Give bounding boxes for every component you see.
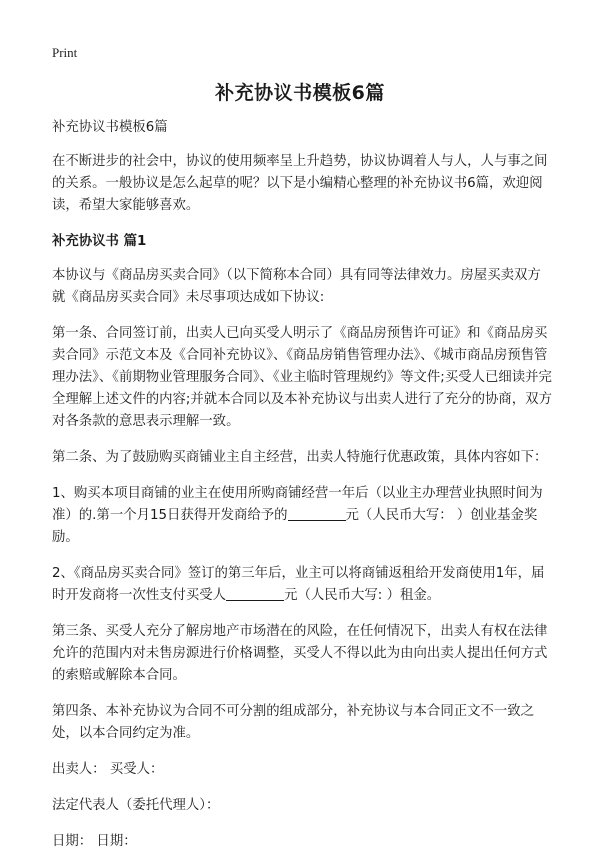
document-title: 补充协议书模板6篇 [215, 82, 385, 104]
clause-1-text-a: 1、购买本项目商铺的业主在使用所购商铺经营一年后（以业主办理营业执照时间为准）的.第一个月15日获得开发商给予的 [52, 486, 543, 523]
paragraph-clause-1 [52, 483, 552, 549]
intro-paragraph: 在不断进步的社会中，协议的使用频率呈上升趋势，协议协调着人与人，人与事之间的关系。一般协议是怎么起草的呢？以下是小编精心整理的补充协议书6篇，欢迎阅读，希望大家能够喜欢。 [52, 154, 548, 213]
signature-date: 日期： 日期： [52, 834, 137, 849]
paragraph-preamble: 本协议与《商品房买卖合同》（以下简称本合同）具有同等法律效力。房屋买卖双方就《商品房买卖合同》未尽事项达成如下协议: [52, 268, 541, 305]
document-body [52, 117, 552, 867]
paragraph-clause-2 [52, 563, 552, 607]
signature-representative: 法定代表人（委托代理人）： [52, 798, 220, 813]
clause-1-text-b: 元（人民币大写： ）创业基金奖励。 [52, 508, 538, 545]
paragraph-article-2: 第二条、为了鼓励购买商铺业主自主经营，出卖人特施行优惠政策，具体内容如下： [52, 450, 548, 465]
paragraph-article-1: 第一条、合同签订前，出卖人已向买受人明示了《商品房预售许可证》和《商品房买卖合同》示范文本及《合同补充协议》、《商品房销售管理办法》、《城市商品房预售管理办法》、《前期物业管理服务合同》、《业主临时管理规约》等文件;买受人已细读并完全理解上述文件的内容;并就本合同以及本补充协议与出卖人进行了充分的协商，双方对各条款的意思表示理解一致。 [52, 326, 552, 429]
paragraph-article-3: 第三条、买受人充分了解房地产市场潜在的风险，在任何情况下，出卖人有权在法律允许的范围内对未售房源进行价格调整，买受人不得以此为由向出卖人提出任何方式的索赔或解除本合同。 [52, 624, 548, 683]
paragraph-article-4: 第四条、本补充协议为合同不可分割的组成部分，补充协议与本合同正文不一致之处，以本合同约定为准。 [52, 704, 535, 741]
section-heading: 补充协议书 篇1 [52, 234, 147, 249]
clause-2-text-b: 元（人民币大写: ）租金。 [284, 588, 441, 603]
clause-2-text-a: 2、《商品房买卖合同》签订的第三年后，业主可以将商铺返租给开发商使用1年，届时开发商将一次性支付买受人 [52, 566, 545, 603]
signature-parties: 出卖人： 买受人： [52, 762, 164, 777]
blank-fill-line [288, 506, 346, 521]
blank-fill-line [226, 586, 284, 601]
document-subtitle: 补充协议书模板6篇 [52, 120, 168, 135]
print-label: Print [52, 45, 78, 60]
